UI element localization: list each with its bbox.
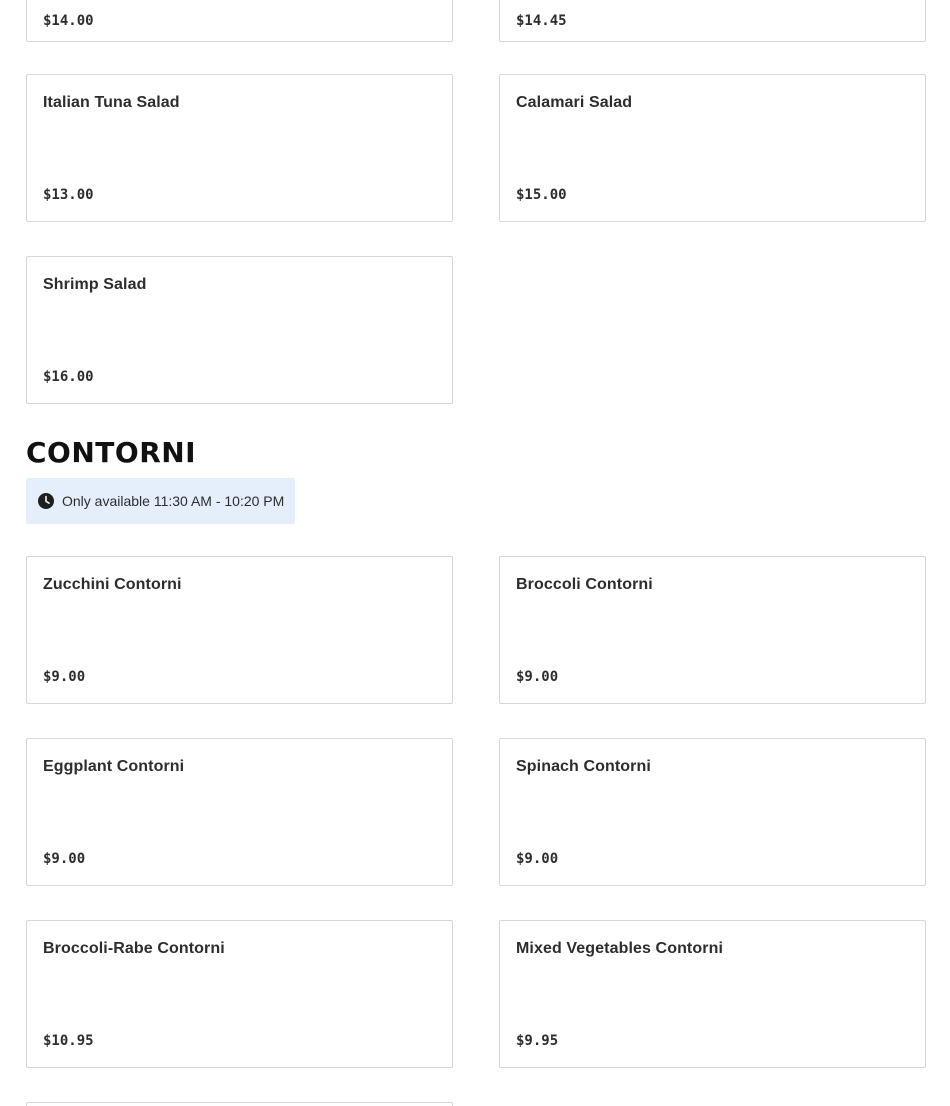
item-name: Italian Tuna Salad bbox=[43, 94, 180, 111]
item-price: $9.00 bbox=[43, 669, 86, 685]
item-name: Broccoli-Rabe Contorni bbox=[43, 940, 225, 957]
item-name: Mixed Vegetables Contorni bbox=[516, 940, 723, 957]
item-price: $16.00 bbox=[43, 369, 94, 385]
item-name: Shrimp Salad bbox=[43, 276, 147, 293]
item-price: $9.95 bbox=[516, 1033, 559, 1049]
availability-banner bbox=[26, 478, 295, 524]
item-price: $13.00 bbox=[43, 187, 94, 203]
item-name: Eggplant Contorni bbox=[43, 758, 185, 775]
item-name: Zucchini Contorni bbox=[43, 576, 182, 593]
item-price: $15.00 bbox=[516, 187, 567, 203]
menu-item-card[interactable] bbox=[499, 738, 926, 886]
clock-icon bbox=[38, 493, 54, 509]
menu-item-card[interactable] bbox=[26, 1102, 453, 1106]
menu-item-card[interactable] bbox=[26, 738, 453, 886]
menu-item-card[interactable] bbox=[499, 920, 926, 1068]
item-price: $9.00 bbox=[516, 669, 559, 685]
menu-item-card[interactable] bbox=[26, 256, 453, 404]
menu-item-card[interactable] bbox=[26, 920, 453, 1068]
item-price: $14.45 bbox=[516, 13, 567, 29]
item-name: Spinach Contorni bbox=[516, 758, 651, 775]
availability-text: Only available 11:30 AM - 10:20 PM bbox=[62, 493, 285, 509]
menu-item-card[interactable] bbox=[499, 556, 926, 704]
menu-item-card[interactable] bbox=[26, 556, 453, 704]
menu-item-card[interactable] bbox=[499, 0, 926, 42]
item-price: $10.95 bbox=[43, 1033, 94, 1049]
menu-item-card[interactable] bbox=[26, 74, 453, 222]
menu-item-card[interactable] bbox=[499, 74, 926, 222]
section-title: CONTORNI bbox=[26, 436, 197, 469]
item-price: $9.00 bbox=[516, 851, 559, 867]
item-name: Calamari Salad bbox=[516, 94, 633, 111]
menu-item-card[interactable] bbox=[26, 0, 453, 42]
item-price: $14.00 bbox=[43, 13, 94, 29]
item-name: Broccoli Contorni bbox=[516, 576, 653, 593]
item-price: $9.00 bbox=[43, 851, 86, 867]
